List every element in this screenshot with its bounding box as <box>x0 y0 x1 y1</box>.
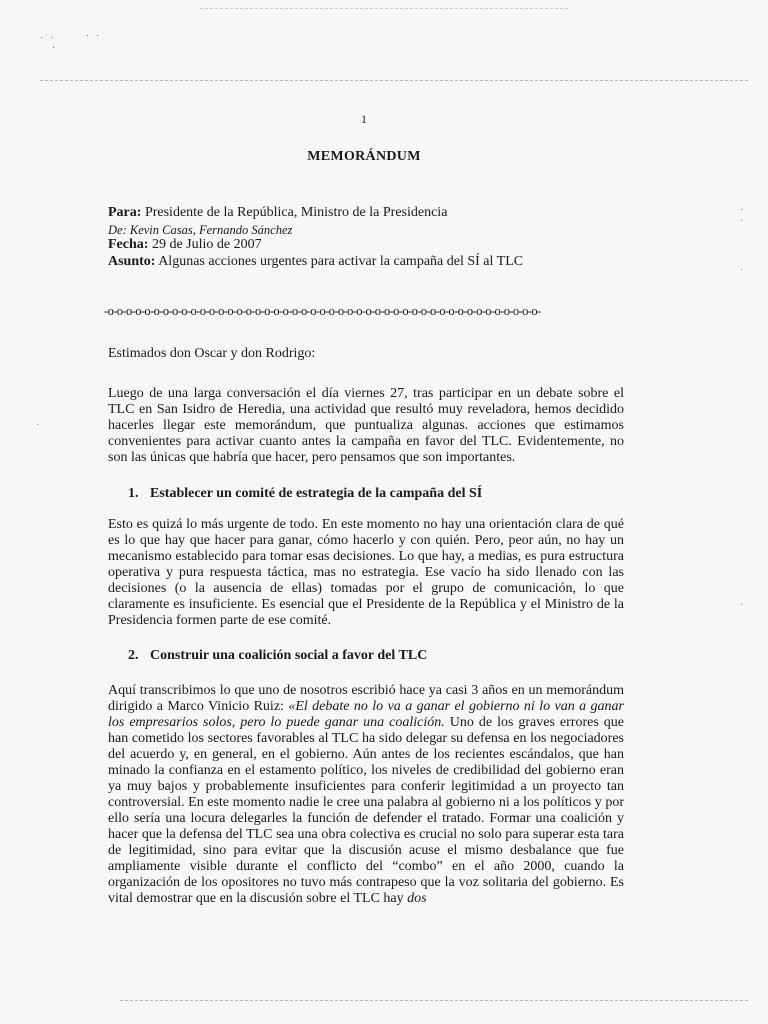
section-2-body <box>108 683 624 907</box>
scan-top-line <box>40 80 748 81</box>
header-asunto <box>108 254 523 270</box>
section-1-number: 1. <box>128 486 139 501</box>
intro-paragraph: Luego de una larga conversación el día viernes 27, tras participar en un debate sobre el TLC en San Isidro de Heredia, una actividad que resultó muy reveladora, hemos decidido hacerles llegar este memorándum, que puntualiza algunas. acciones que estimamos convenientes para activar cuanto antes la campaña en favor del TLC. Evidentemente, no son las únicas que habría que hacer, pero pensamos que son importantes. <box>108 386 624 465</box>
header-para <box>108 205 447 221</box>
scan-speck: · · <box>86 30 102 41</box>
scan-bottom-line <box>120 1000 748 1001</box>
section-2-body-rest: Uno de los graves errores que han cometido los sectores favorables al TLC ha sido delegar su defensa en los negociadores del acuerdo y, en general, en el gobierno. Aún antes de los recientes escándalos, que han minado la confianza en el estamento político, los niveles de credibilidad del gobierno eran ya muy bajos y probablemente insuficientes para conferir legitimidad a un proyecto tan controversial. En este momento nadie le cree una palabra al gobierno ni a los políticos y por ello sería una locura delegarles la función de defender el tratado. Formar una coalición y hacer que la defensa del TLC sea una obra colectiva es crucial no solo para superar esta tara de legitimidad, sino para evitar que la discusión acuse el mismo desbalance que fue ampliamente visible durante el conflicto del “combo” en el año 2000, cuando la organización de los opositores no tuvo más contrapeso que la voz solitaria del gobierno. Es vital demostrar que en la discusión sobre el TLC hay <box>108 715 624 906</box>
separator-line: -o-o-o-o-o-o-o-o-o-o-o-o-o-o-o-o-o-o-o-o-o-o-o-o-o-o-o-o-o-o-o-o-o-o-o-o-o-o-o-o-o-o-o-o-o-o-o- <box>104 304 541 318</box>
para-value: Presidente de la República, Ministro de la Presidencia <box>141 205 448 220</box>
margin-mark: · <box>36 420 40 431</box>
margin-mark: · <box>740 265 744 276</box>
asunto-label: Asunto: <box>108 254 156 269</box>
margin-mark: · <box>740 600 744 611</box>
header-fecha <box>108 237 262 253</box>
scan-speck: · <box>52 42 58 53</box>
section-2-body-start: Aquí transcribimos lo que uno de nosotros escribió hace ya casi 3 años en un memorándum dirigido a Marco Vinicio Ruiz: <box>108 683 624 714</box>
header-de <box>108 222 292 238</box>
para-label: Para: <box>108 205 142 220</box>
section-1-heading <box>128 486 482 502</box>
fecha-label: Fecha: <box>108 237 149 252</box>
de-value: Kevin Casas, Fernando Sánchez <box>126 223 293 237</box>
section-1-body: Esto es quizá lo más urgente de todo. En este momento no hay una orientación clara de qué es lo que hay que hacer para ganar, cómo hacerlo y con quién. Pero, peor aún, no hay un mecanismo establecido para tomar esas decisiones. Lo que hay, a medias, es pura estructura operativa y pura respuesta táctica, mas no estrategia. Ese vacío ha sido llenado con las decisiones (o la ausencia de ellas) tomadas por el grupo de comunicación, lo que claramente es insuficiente. Es esencial que el Presidente de la República y el Ministro de la Presidencia formen parte de ese comité. <box>108 517 624 628</box>
section-2-quote: «El debate no lo va a ganar el gobierno ni lo van a ganar los empresarios solos, pero lo puede ganar una coalición. <box>108 699 624 730</box>
page-number: 1 <box>361 112 367 126</box>
section-2-body-end: dos <box>407 891 427 906</box>
de-label: De: <box>108 223 127 237</box>
asunto-value: Algunas acciones urgentes para activar la campaña del SÍ al TLC <box>155 254 524 269</box>
section-2-title: Construir una coalición social a favor del TLC <box>150 648 428 663</box>
salutation: Estimados don Oscar y don Rodrigo: <box>108 346 316 361</box>
fecha-value: 29 de Julio de 2007 <box>148 237 262 252</box>
section-2-heading <box>128 648 427 664</box>
scan-top-border <box>200 8 568 9</box>
scan-speck: · · <box>40 32 56 43</box>
section-1-title: Establecer un comité de estrategia de la campaña del SÍ <box>150 486 483 501</box>
section-2-number: 2. <box>128 648 139 663</box>
memo-title: MEMORÁNDUM <box>307 149 421 164</box>
margin-mark: · · <box>740 205 744 227</box>
